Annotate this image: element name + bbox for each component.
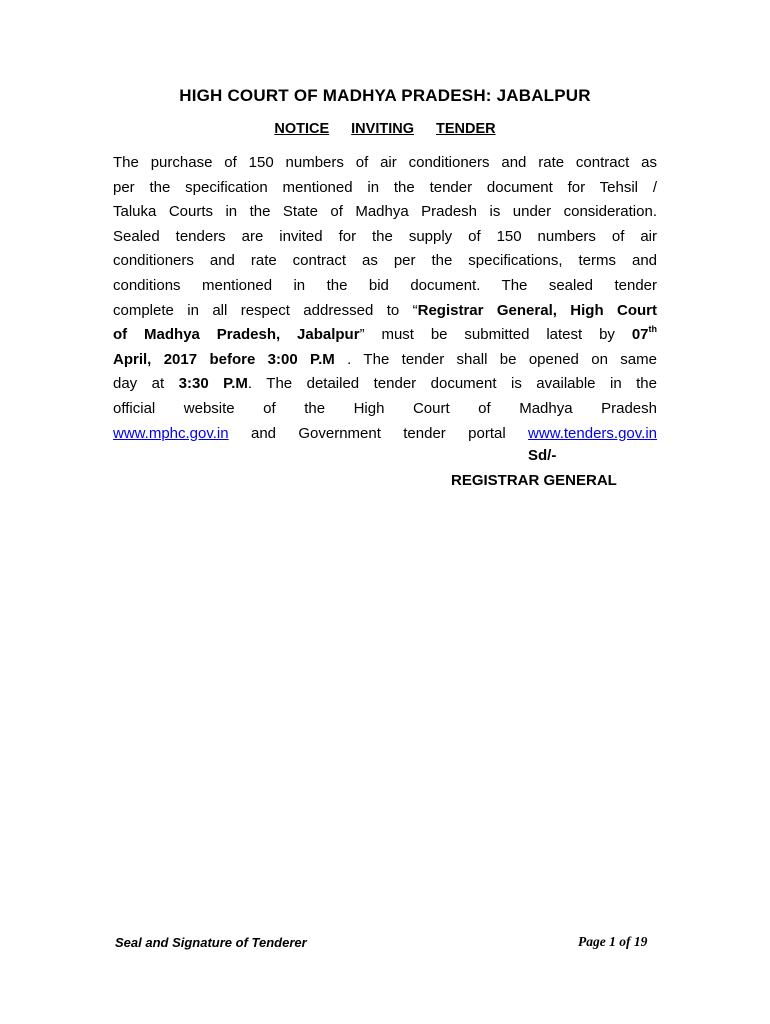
page-title: HIGH COURT OF MADHYA PRADESH: JABALPUR <box>179 86 591 105</box>
body-line <box>113 372 657 397</box>
mphc-website-link[interactable]: www.mphc.gov.in <box>113 424 229 442</box>
body-line <box>113 323 657 348</box>
footer-page-number: Page 1 of 19 <box>578 934 648 949</box>
deadline-day: 07 <box>631 326 649 344</box>
heading-word-tender: TENDER <box>436 121 496 137</box>
opening-text: . The tender shall be opened on same <box>334 350 657 368</box>
body-line <box>113 299 657 324</box>
tenders-portal-link[interactable]: www.tenders.gov.in <box>528 424 657 442</box>
submission-text: ” must be submitted latest by <box>359 326 632 344</box>
addressee-bold-cont: of Madhya Pradesh, Jabalpur <box>113 326 360 344</box>
body-line: conditioners and rate contract as per the specifications, terms and <box>113 252 657 270</box>
heading-word-inviting: INVITING <box>351 121 414 137</box>
body-line: Taluka Courts in the State of Madhya Pradesh is under consideration. <box>113 203 657 221</box>
addressee-bold: Registrar General, High Court <box>417 301 657 319</box>
footer-seal-signature: Seal and Signature of Tenderer <box>115 935 307 950</box>
body-line: official website of the High Court of Madhya Pradesh <box>113 399 657 417</box>
opening-time: 3:30 P.M <box>178 375 248 393</box>
availability-text: . The detailed tender document is available in the <box>247 375 657 393</box>
notice-heading <box>0 121 770 137</box>
body-line <box>113 422 657 447</box>
notice-body <box>113 151 657 446</box>
body-line: conditions mentioned in the bid document. The sealed tender <box>113 276 657 294</box>
heading-word-notice: NOTICE <box>274 121 330 137</box>
body-line <box>113 348 657 373</box>
deadline-day-suffix: th <box>648 324 657 335</box>
body-line: Sealed tenders are invited for the supply of 150 numbers of air <box>113 227 657 245</box>
signatory-title: REGISTRAR GENERAL <box>451 472 617 489</box>
addressed-to-text: complete in all respect addressed to “ <box>113 301 418 319</box>
body-line: per the specification mentioned in the tender document for Tehsil / <box>113 178 657 196</box>
signature-sd: Sd/- <box>528 447 557 464</box>
portal-text: and Government tender portal <box>228 424 529 442</box>
deadline-date: April, 2017 before 3:00 P.M <box>113 350 335 368</box>
body-line: The purchase of 150 numbers of air conditioners and rate contract as <box>113 154 657 171</box>
opening-day-text: day at <box>113 375 179 393</box>
